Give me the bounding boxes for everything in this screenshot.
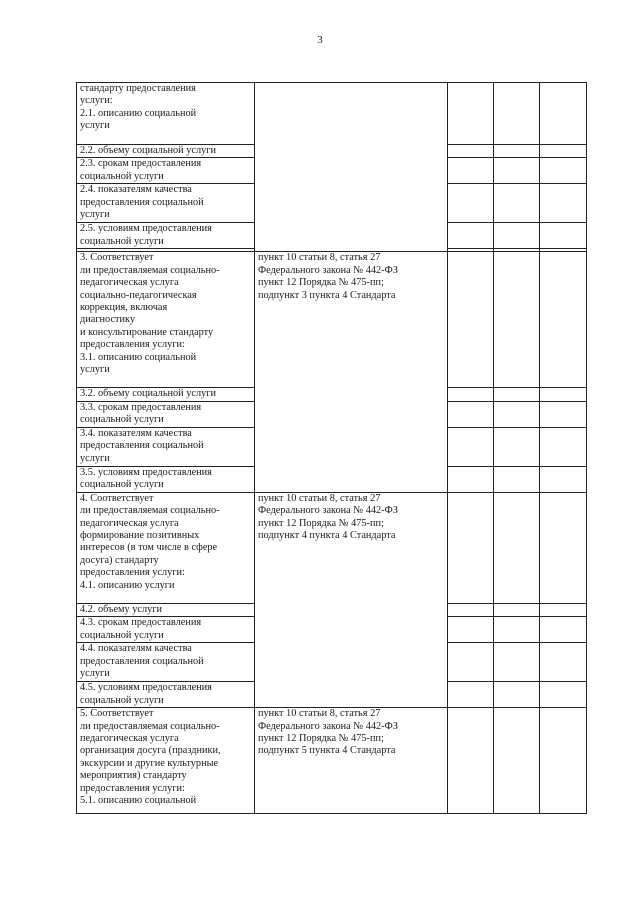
criterion-cell: 4. Соответствует ли предоставляемая социально- педагогическая услуга формирование позитивных интересов (в том числе в сфере досуга) стандарту предоставления услуги: 4.1. описанию услуги (77, 492, 255, 603)
criterion-cell: 3.2. объему социальной услуги (77, 388, 255, 401)
criterion-cell: 3.4. показателям качества предоставления социальной услуги (77, 427, 255, 466)
answer-cell (494, 617, 540, 643)
answer-cell (494, 83, 540, 145)
answer-cell (448, 401, 494, 427)
table-row (77, 708, 587, 814)
answer-cell (494, 158, 540, 184)
answer-cell (448, 617, 494, 643)
answer-cell (448, 466, 494, 492)
answer-cell (494, 184, 540, 223)
answer-cell (540, 401, 587, 427)
answer-cell (448, 388, 494, 401)
answer-cell (494, 643, 540, 682)
criterion-cell: 3.5. условиям предоставления социальной услуги (77, 466, 255, 492)
answer-cell (448, 158, 494, 184)
legal-basis-cell: пункт 10 статьи 8, статья 27 Федерального закона № 442-ФЗ пункт 12 Порядка № 475-пп; подпункт 5 пункта 4 Стандарта (255, 708, 448, 814)
answer-cell (494, 682, 540, 708)
checklist-table (76, 82, 587, 814)
answer-cell (540, 145, 587, 158)
answer-cell (540, 158, 587, 184)
criterion-cell: 3.3. срокам предоставления социальной услуги (77, 401, 255, 427)
answer-cell (540, 643, 587, 682)
answer-cell (540, 223, 587, 249)
criterion-cell: 2.3. срокам предоставления социальной услуги (77, 158, 255, 184)
answer-cell (448, 145, 494, 158)
page-number: 3 (317, 34, 323, 46)
answer-cell (540, 617, 587, 643)
table-row (77, 252, 587, 388)
answer-cell (540, 252, 587, 388)
answer-cell (540, 708, 587, 814)
answer-cell (448, 603, 494, 616)
table-row (77, 492, 587, 603)
criterion-cell: 5. Соответствует ли предоставляемая социально- педагогическая услуга организация досуга (праздники, экскурсии и другие культурные мероприятия) стандарту предоставления услуги: 5.1. описанию социальной (77, 708, 255, 814)
answer-cell (494, 401, 540, 427)
answer-cell (448, 252, 494, 388)
table-row (77, 83, 587, 145)
answer-cell (448, 643, 494, 682)
criterion-cell: 2.2. объему социальной услуги (77, 145, 255, 158)
answer-cell (540, 388, 587, 401)
criterion-cell: 4.2. объему услуги (77, 603, 255, 616)
answer-cell (494, 708, 540, 814)
answer-cell (540, 466, 587, 492)
criterion-cell: 3. Соответствует ли предоставляемая социально- педагогическая услуга социально-педагогическая коррекция, включая диагностику и консультирование стандарту предоставления услуги: 3.1. описанию социальной услуги (77, 252, 255, 388)
legal-basis-cell: пункт 10 статьи 8, статья 27 Федерального закона № 442-ФЗ пункт 12 Порядка № 475-пп; подпункт 3 пункта 4 Стандарта (255, 252, 448, 492)
answer-cell (540, 184, 587, 223)
answer-cell (448, 682, 494, 708)
answer-cell (494, 388, 540, 401)
answer-cell (540, 603, 587, 616)
answer-cell (494, 492, 540, 603)
answer-cell (448, 223, 494, 249)
answer-cell (494, 427, 540, 466)
answer-cell (448, 83, 494, 145)
answer-cell (448, 708, 494, 814)
criterion-cell: стандарту предоставления услуги: 2.1. описанию социальной услуги (77, 83, 255, 145)
answer-cell (494, 145, 540, 158)
answer-cell (540, 682, 587, 708)
criterion-cell: 2.5. условиям предоставления социальной услуги (77, 223, 255, 249)
criterion-cell: 4.3. срокам предоставления социальной услуги (77, 617, 255, 643)
criterion-cell: 4.4. показателям качества предоставления социальной услуги (77, 643, 255, 682)
legal-basis-cell (255, 83, 448, 252)
criterion-cell: 2.4. показателям качества предоставления социальной услуги (77, 184, 255, 223)
answer-cell (540, 492, 587, 603)
answer-cell (448, 184, 494, 223)
answer-cell (540, 83, 587, 145)
answer-cell (494, 603, 540, 616)
criterion-cell: 4.5. условиям предоставления социальной услуги (77, 682, 255, 708)
answer-cell (494, 252, 540, 388)
answer-cell (448, 492, 494, 603)
answer-cell (448, 427, 494, 466)
answer-cell (540, 427, 587, 466)
answer-cell (494, 466, 540, 492)
answer-cell (494, 223, 540, 249)
legal-basis-cell: пункт 10 статьи 8, статья 27 Федерального закона № 442-ФЗ пункт 12 Порядка № 475-пп; подпункт 4 пункта 4 Стандарта (255, 492, 448, 707)
